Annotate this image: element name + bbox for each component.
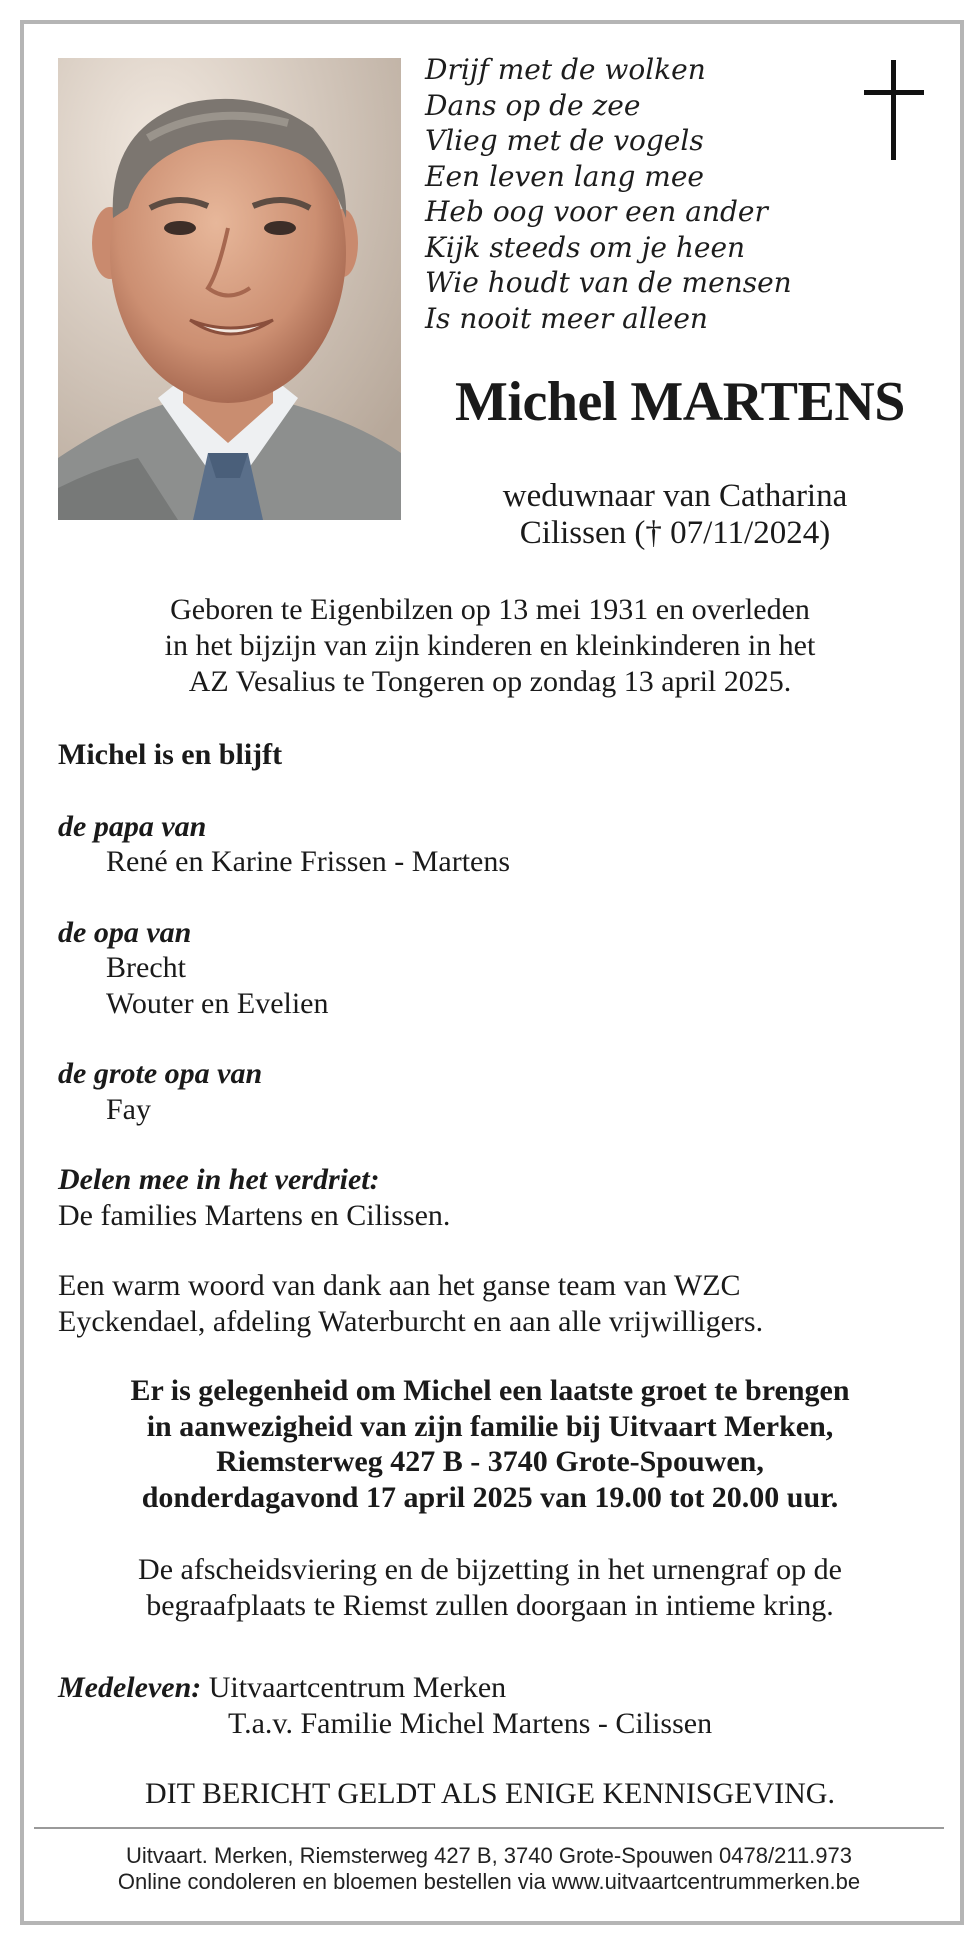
footer-website[interactable]: Online condoleren en bloemen bestellen via www.uitvaartcentrummerken.be: [117, 1869, 861, 1894]
papa-name: René en Karine Frissen - Martens: [106, 845, 511, 878]
visitation-notice: [58, 1373, 922, 1515]
poem-line: Is nooit meer alleen: [425, 301, 708, 335]
condolences: [58, 1670, 928, 1741]
thanks-line: Eyckendael, afdeling Waterburcht en aan alle vrijwilligers.: [58, 1304, 764, 1338]
ceremony-line: begraafplaats te Riemst zullen doorgaan in intieme kring.: [146, 1588, 834, 1622]
sole-notice: DIT BERICHT GELDT ALS ENIGE KENNISGEVING.: [145, 1777, 835, 1810]
condolences-line: T.a.v. Familie Michel Martens - Cilissen: [228, 1706, 713, 1740]
remains-heading: Michel is en blijft: [58, 738, 283, 771]
intro-line: in het bijzijn van zijn kinderen en kleinkinderen in het: [164, 629, 816, 662]
visitation-line: donderdagavond 17 april 2025 van 19.00 tot 20.00 uur.: [141, 1480, 839, 1514]
grandchild-name: Wouter en Evelien: [106, 986, 329, 1020]
deceased-name: Michel MARTENS: [455, 371, 905, 433]
condolences-label: Medeleven:: [58, 1671, 202, 1704]
intro-line: Geboren te Eigenbilzen op 13 mei 1931 en overleden: [170, 593, 810, 626]
birth-death-statement: [58, 592, 922, 700]
family-section: [58, 737, 928, 1339]
widow-line: weduwnaar van Catharina: [502, 478, 848, 514]
footer-divider: [34, 1827, 944, 1829]
poem-line: Wie houdt van de mensen: [425, 266, 792, 299]
papa-label: de papa van: [58, 809, 207, 843]
widow-line: Cilissen († 07/11/2024): [519, 515, 831, 551]
ceremony-line: De afscheidsviering en de bijzetting in het urnengraf op de: [138, 1553, 842, 1586]
condolences-line: Uitvaartcentrum Merken: [208, 1671, 507, 1704]
poem: [425, 52, 792, 336]
footer-address: Uitvaart. Merken, Riemsterweg 427 B, 3740 Grote-Spouwen 0478/211.973: [126, 1843, 852, 1868]
poem-line: Vlieg met de vogels: [425, 124, 704, 157]
poem-line: Kijk steeds om je heen: [425, 230, 746, 264]
cross-icon: [864, 60, 924, 160]
visitation-line: Er is gelegenheid om Michel een laatste groet te brengen: [130, 1374, 850, 1407]
grandchild-name: Brecht: [106, 951, 186, 984]
poem-line: Een leven lang mee: [425, 159, 704, 193]
sorrow-label: Delen mee in het verdriet:: [58, 1163, 380, 1196]
great-grandchild-name: Fay: [106, 1092, 151, 1126]
visitation-line: in aanwezigheid van zijn familie bij Uitvaart Merken,: [146, 1409, 834, 1443]
footer: [34, 1843, 944, 1895]
visitation-line: Riemsterweg 427 B - 3740 Grote-Spouwen,: [216, 1445, 764, 1478]
poem-line: Drijf met de wolken: [425, 53, 706, 86]
ceremony-notice: [58, 1552, 922, 1623]
widow-statement: [430, 478, 920, 552]
intro-line: AZ Vesalius te Tongeren op zondag 13 april 2025.: [188, 665, 792, 698]
sorrow-text: De families Martens en Cilissen.: [58, 1198, 451, 1232]
poem-line: Heb oog voor een ander: [425, 195, 768, 228]
poem-line: Dans op de zee: [425, 88, 641, 122]
grote-opa-label: de grote opa van: [58, 1057, 263, 1090]
thanks-line: Een warm woord van dank aan het ganse team van WZC: [58, 1269, 741, 1302]
portrait-photo: [58, 58, 401, 520]
opa-label: de opa van: [58, 915, 192, 949]
